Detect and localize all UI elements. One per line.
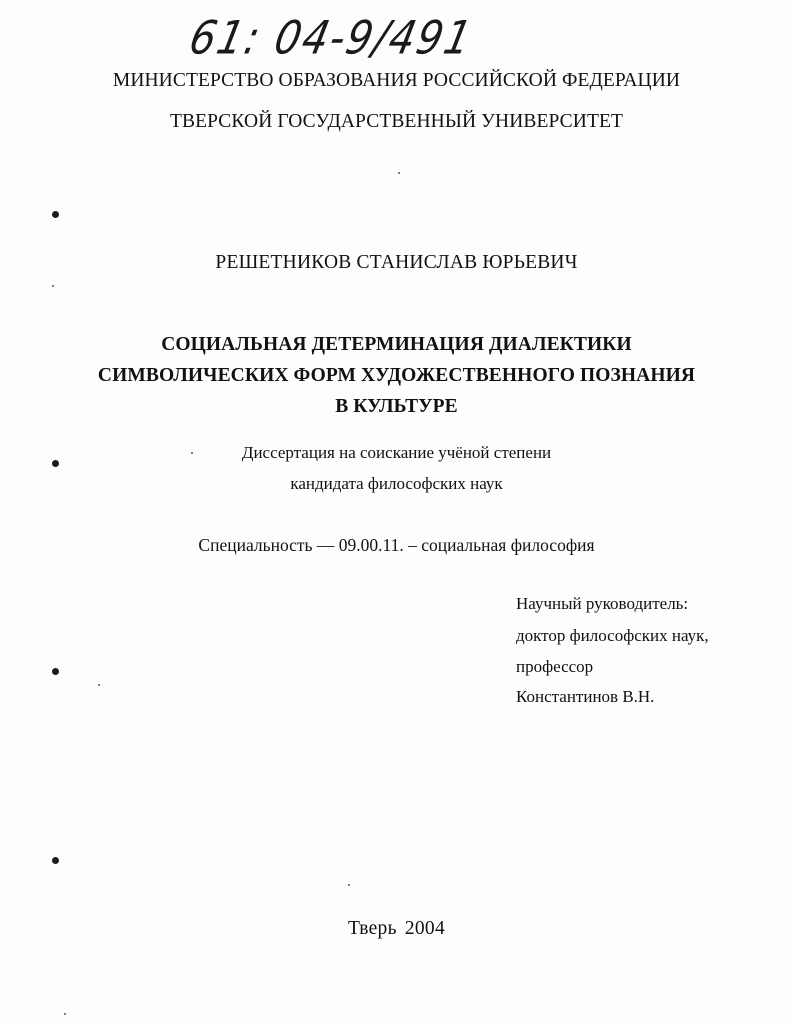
punch-mark [52,460,59,467]
scan-speck [191,452,193,454]
punch-mark [52,668,59,675]
scan-speck [348,884,350,886]
scan-speck [64,1013,66,1015]
city: Тверь [347,918,397,939]
scan-speck [52,285,54,287]
ministry-heading: МИНИСТЕРСТВО ОБРАЗОВАНИЯ РОССИЙСКОЙ ФЕДЕРАЦИИ [112,70,681,91]
scan-speck [398,172,400,174]
punch-mark [52,211,59,218]
year: 2004 [404,918,446,939]
advisor-label: Научный руководитель: [516,594,689,613]
degree-line-2: кандидата философских наук [290,474,503,493]
thesis-title-line-2: СИМВОЛИЧЕСКИХ ФОРМ ХУДОЖЕСТВЕННОГО ПОЗНАНИЯ [97,365,696,386]
specialty-line: Специальность — 09.00.11. – социальная философия [198,535,595,555]
university-heading: ТВЕРСКОЙ ГОСУДАРСТВЕННЫЙ УНИВЕРСИТЕТ [170,111,623,132]
advisor-name: Константинов В.Н. [516,687,655,706]
handwritten-catalog-number: 61: 04-9/491 [184,12,478,65]
punch-mark [52,857,59,864]
advisor-degree: доктор философских наук, [516,626,709,645]
advisor-rank: профессор [516,657,594,676]
degree-line-1: Диссертация на соискание учёной степени [241,443,552,462]
city-and-year [0,918,793,940]
thesis-title-line-3: В КУЛЬТУРЕ [335,396,458,417]
thesis-title-line-1: СОЦИАЛЬНАЯ ДЕТЕРМИНАЦИЯ ДИАЛЕКТИКИ [161,334,632,355]
scan-speck [98,684,100,686]
author-name: РЕШЕТНИКОВ СТАНИСЛАВ ЮРЬЕВИЧ [215,252,578,273]
